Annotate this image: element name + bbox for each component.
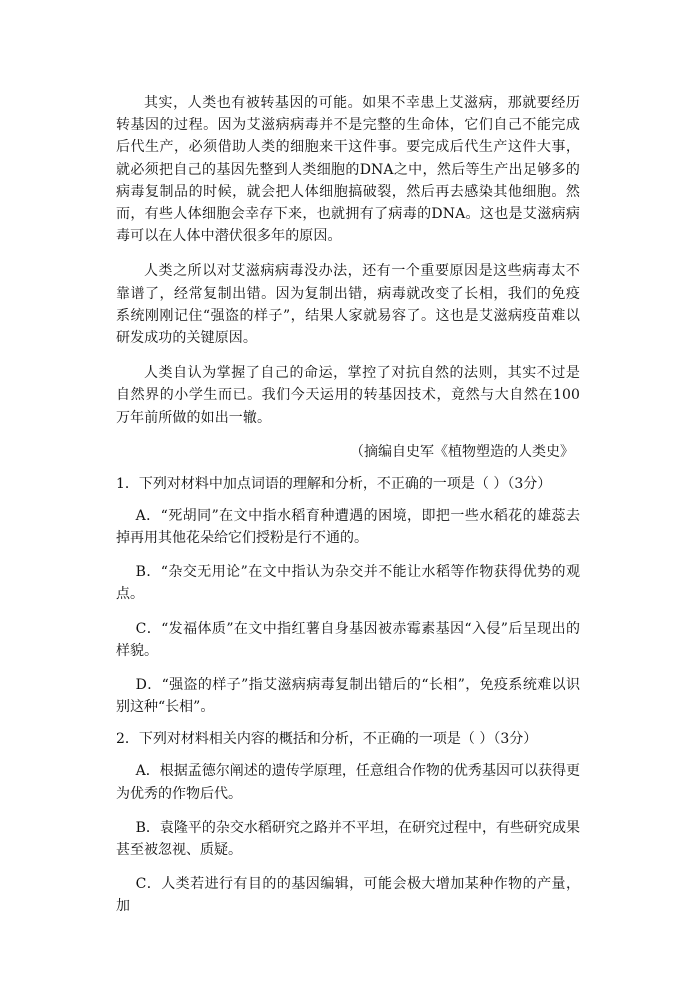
question-option: C．人类若进行有目的的基因编辑，可能会极大增加某种作物的产量，加 <box>116 876 580 915</box>
question-option: D．“强盗的样子”指艾滋病病毒复制出错后的“长相”，免疫系统难以识别这种“长相”。 <box>116 677 580 716</box>
passage-paragraph: 其实，人类也有被转基因的可能。如果不幸患上艾滋病，那就要经历转基因的过程。因为艾滋病病毒并不是完整的生命体，它们自己不能完成后代生产，必须借助人类的细胞来干这件事。要完成后代生产这件大事，就必须把自己的基因先整到人类细胞的DNA之中，然后等生产出足够多的病毒复制品的时候，就会把人体细胞搞破裂，然后再去感染其他细胞。然而，有些人体细胞会幸存下来，也就拥有了病毒的DNA。这也是艾滋病病毒可以在人体中潜伏很多年的原因。 <box>116 95 580 245</box>
question-stem: 2．下列对材料相关内容的概括和分析，不正确的一项是（ ）（3分） <box>116 731 538 748</box>
document-page <box>116 92 580 918</box>
question-option: C．“发福体质”在文中指红薯自身基因被赤霉素基因“入侵”后呈现出的样貌。 <box>116 620 580 659</box>
question-option: B．“杂交无用论”在文中指认为杂交并不能让水稻等作物获得优势的观点。 <box>116 564 580 603</box>
question-stem: 1．下列对材料中加点词语的理解和分析，不正确的一项是（ ）（3分） <box>116 475 552 492</box>
passage-paragraph: 人类自认为掌握了自己的命运，掌控了对抗自然的法则，其实不过是自然界的小学生而已。我们今天运用的转基因技术，竟然与大自然在100万年前所做的如出一辙。 <box>116 365 580 426</box>
question-option: A．根据孟德尔阐述的遗传学原理，任意组合作物的优秀基因可以获得更为优秀的作物后代。 <box>116 763 580 802</box>
passage-source: （摘编自史军《植物塑造的人类史》 <box>350 443 574 460</box>
passage-paragraph: 人类之所以对艾滋病病毒没办法，还有一个重要原因是这些病毒太不靠谱了，经常复制出错。因为复制出错，病毒就改变了长相，我们的免疫系统刚刚记住“强盗的样子”，结果人家就易容了。这也是艾滋病疫苗难以研发成功的关键原因。 <box>116 263 580 347</box>
question-option: B．袁隆平的杂交水稻研究之路并不平坦，在研究过程中，有些研究成果甚至被忽视、质疑。 <box>116 819 580 859</box>
question-option: A．“死胡同”在文中指水稻育种遭遇的困境，即把一些水稻花的雄蕊去掉再用其他花朵给它们授粉是行不通的。 <box>116 507 580 547</box>
